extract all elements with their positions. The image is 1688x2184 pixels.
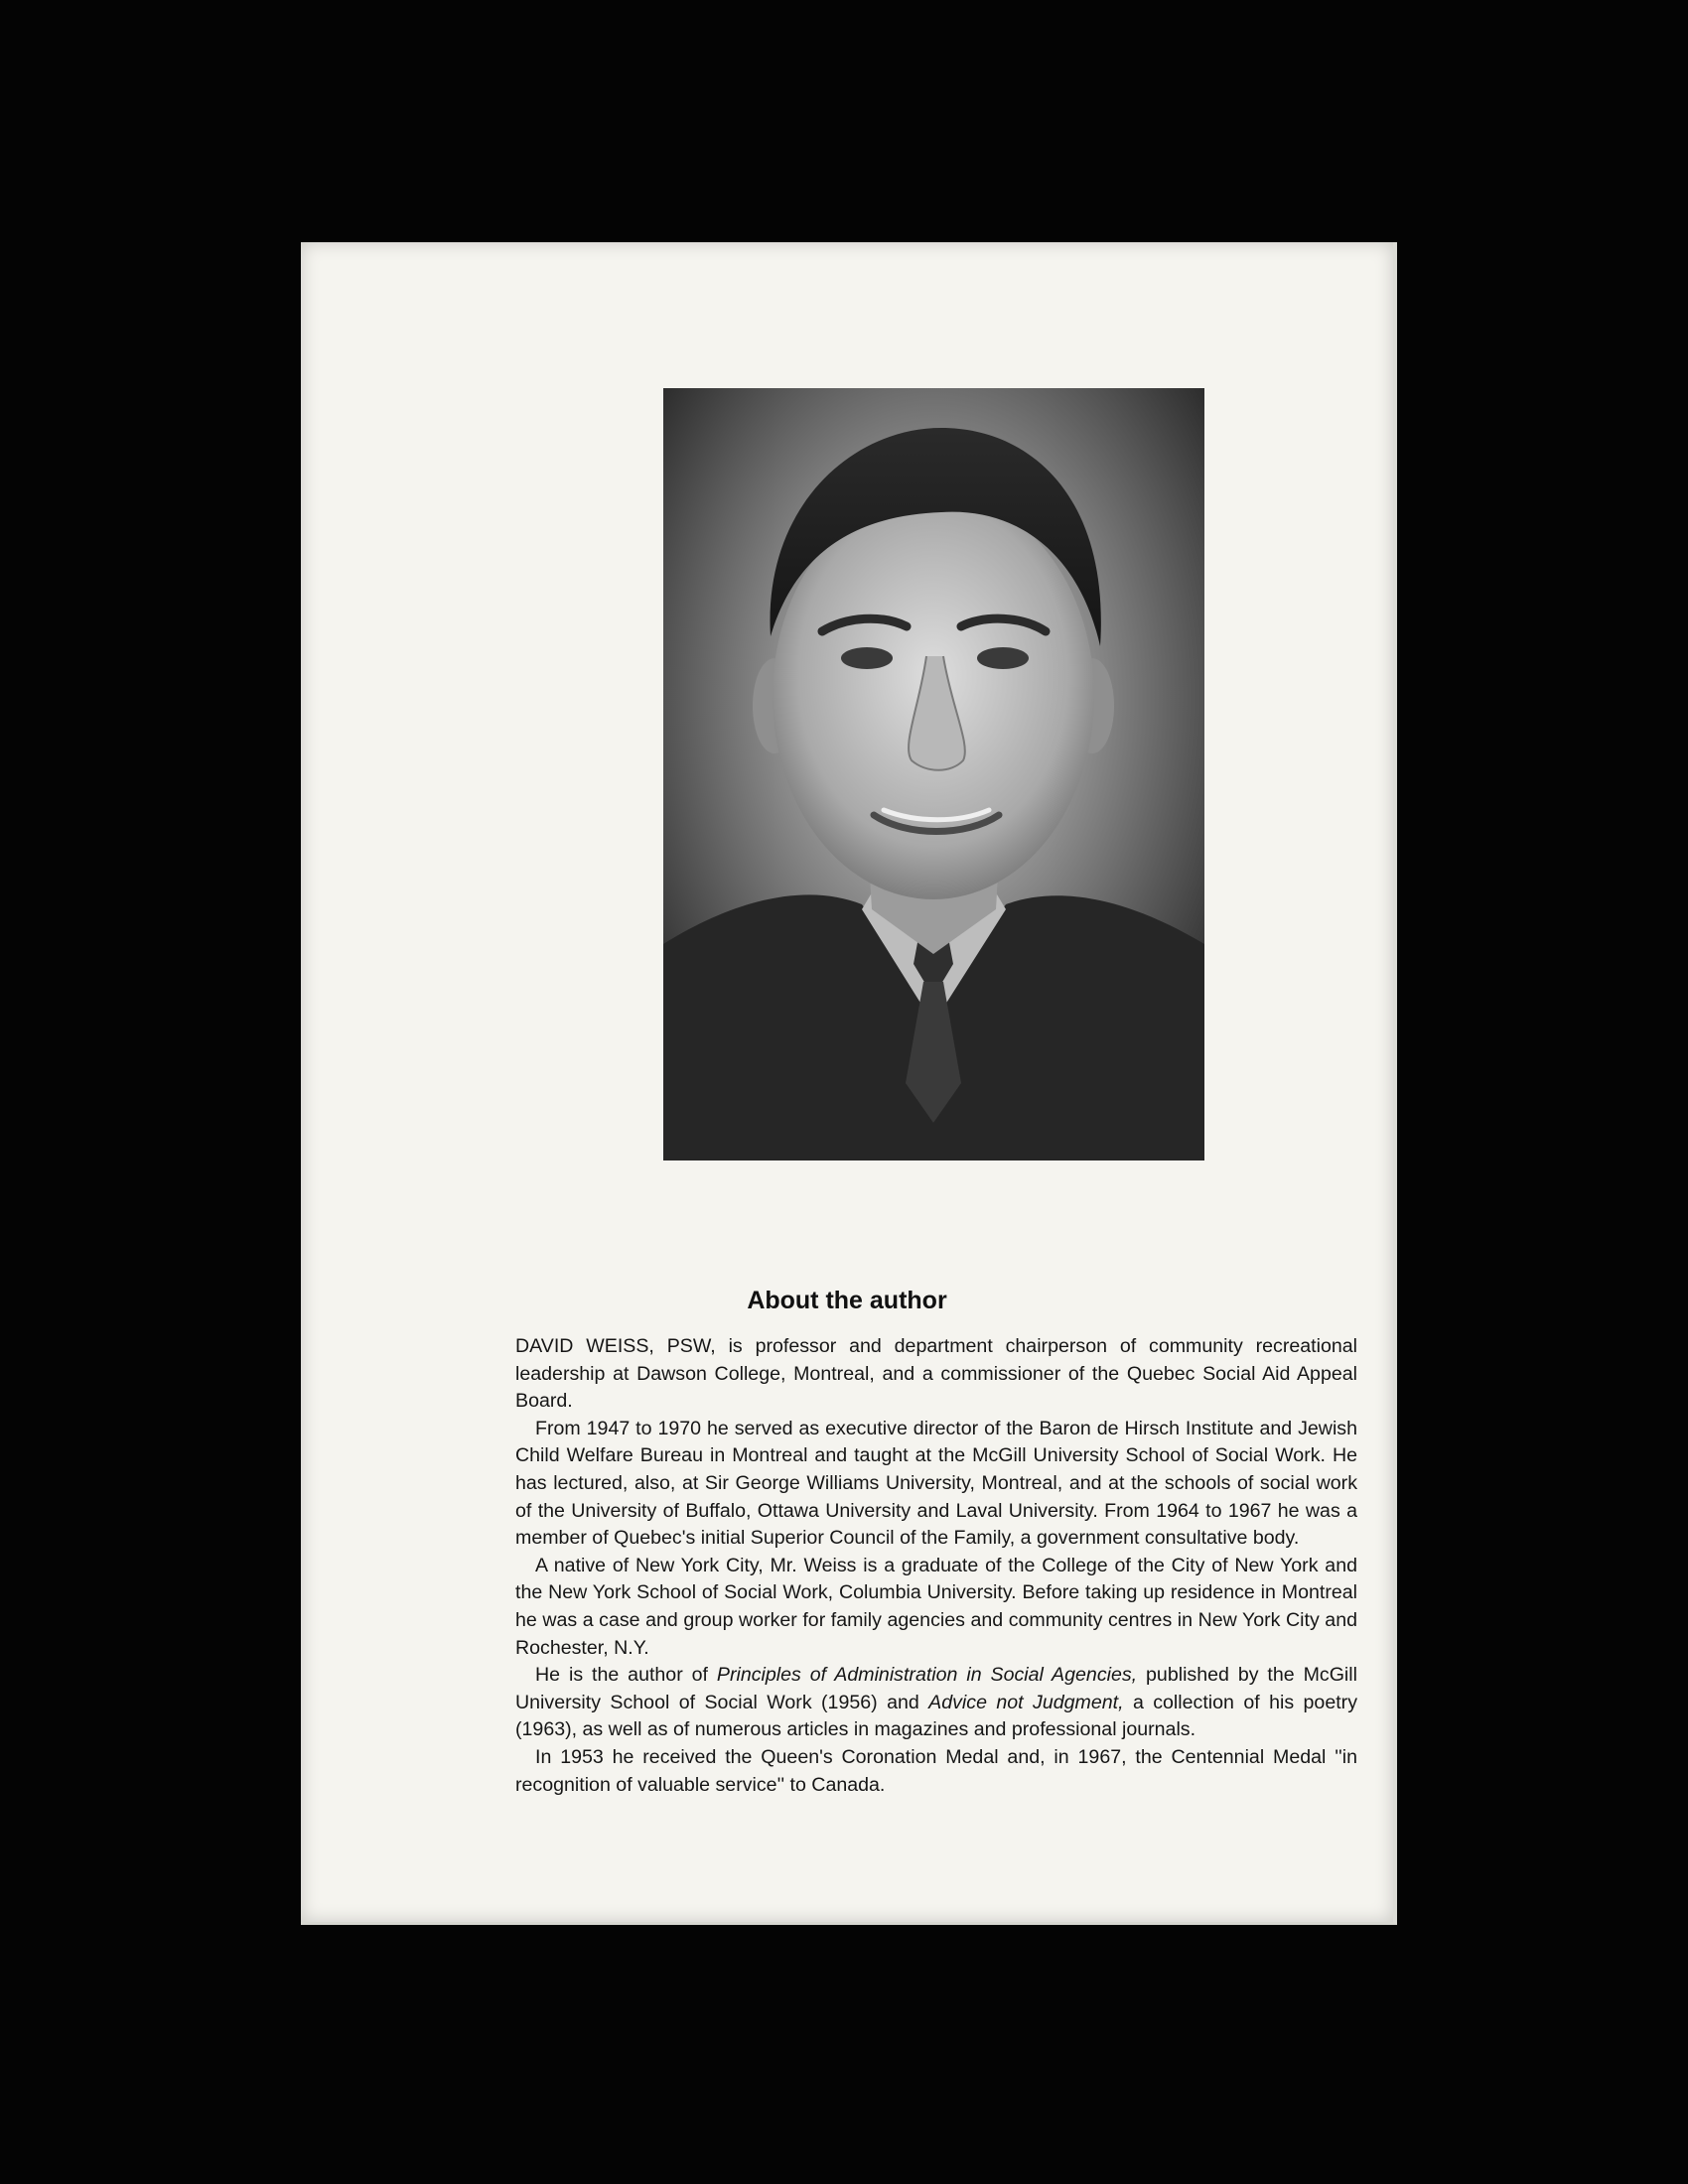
book-title: Principles of Administration in Social Agencies, <box>716 1664 1138 1687</box>
about-author-heading: About the author <box>747 1287 947 1314</box>
author-portrait-image <box>663 388 1204 1160</box>
bio-text: published by the McGill University School of Social Work (1956) and <box>515 1664 1357 1713</box>
bio-paragraph: DAVID WEISS, PSW, is professor and department chairperson of community recreational leadership at Dawson College, Montreal, and a commissioner of the Quebec Social Aid Appeal Board. <box>515 1335 1357 1413</box>
bio-paragraph: From 1947 to 1970 he served as executive director of the Baron de Hirsch Institute and Jewish Child Welfare Bureau in Montreal and taught at the McGill University School of Social Work. He has lectured, also, at Sir George Williams University, Montreal, and at the schools of social work of the University of Buffalo, Ottawa University and Laval University. From 1964 to 1967 he was a member of Quebec's initial Superior Council of the Family, a government consultative body. <box>515 1417 1357 1550</box>
bio-paragraph <box>515 1662 1357 1744</box>
author-photo <box>663 388 1204 1160</box>
author-biography <box>515 1333 1357 1799</box>
book-back-cover <box>301 242 1397 1925</box>
bio-paragraph: A native of New York City, Mr. Weiss is a graduate of the College of the City of New York and the New York School of Social Work, Columbia University. Before taking up residence in Montreal he was a case and group worker for family agencies and community centres in New York City and Rochester, N.Y. <box>515 1554 1357 1659</box>
bio-text: a collection of his poetry (1963), as well as of numerous articles in magazines and professional journals. <box>515 1691 1357 1741</box>
bio-text: He is the author of <box>535 1664 717 1687</box>
book-title: Advice not Judgment, <box>928 1691 1124 1713</box>
bio-paragraph: In 1953 he received the Queen's Coronation Medal and, in 1967, the Centennial Medal ''in recognition of valuable service'' to Canada. <box>515 1745 1357 1796</box>
